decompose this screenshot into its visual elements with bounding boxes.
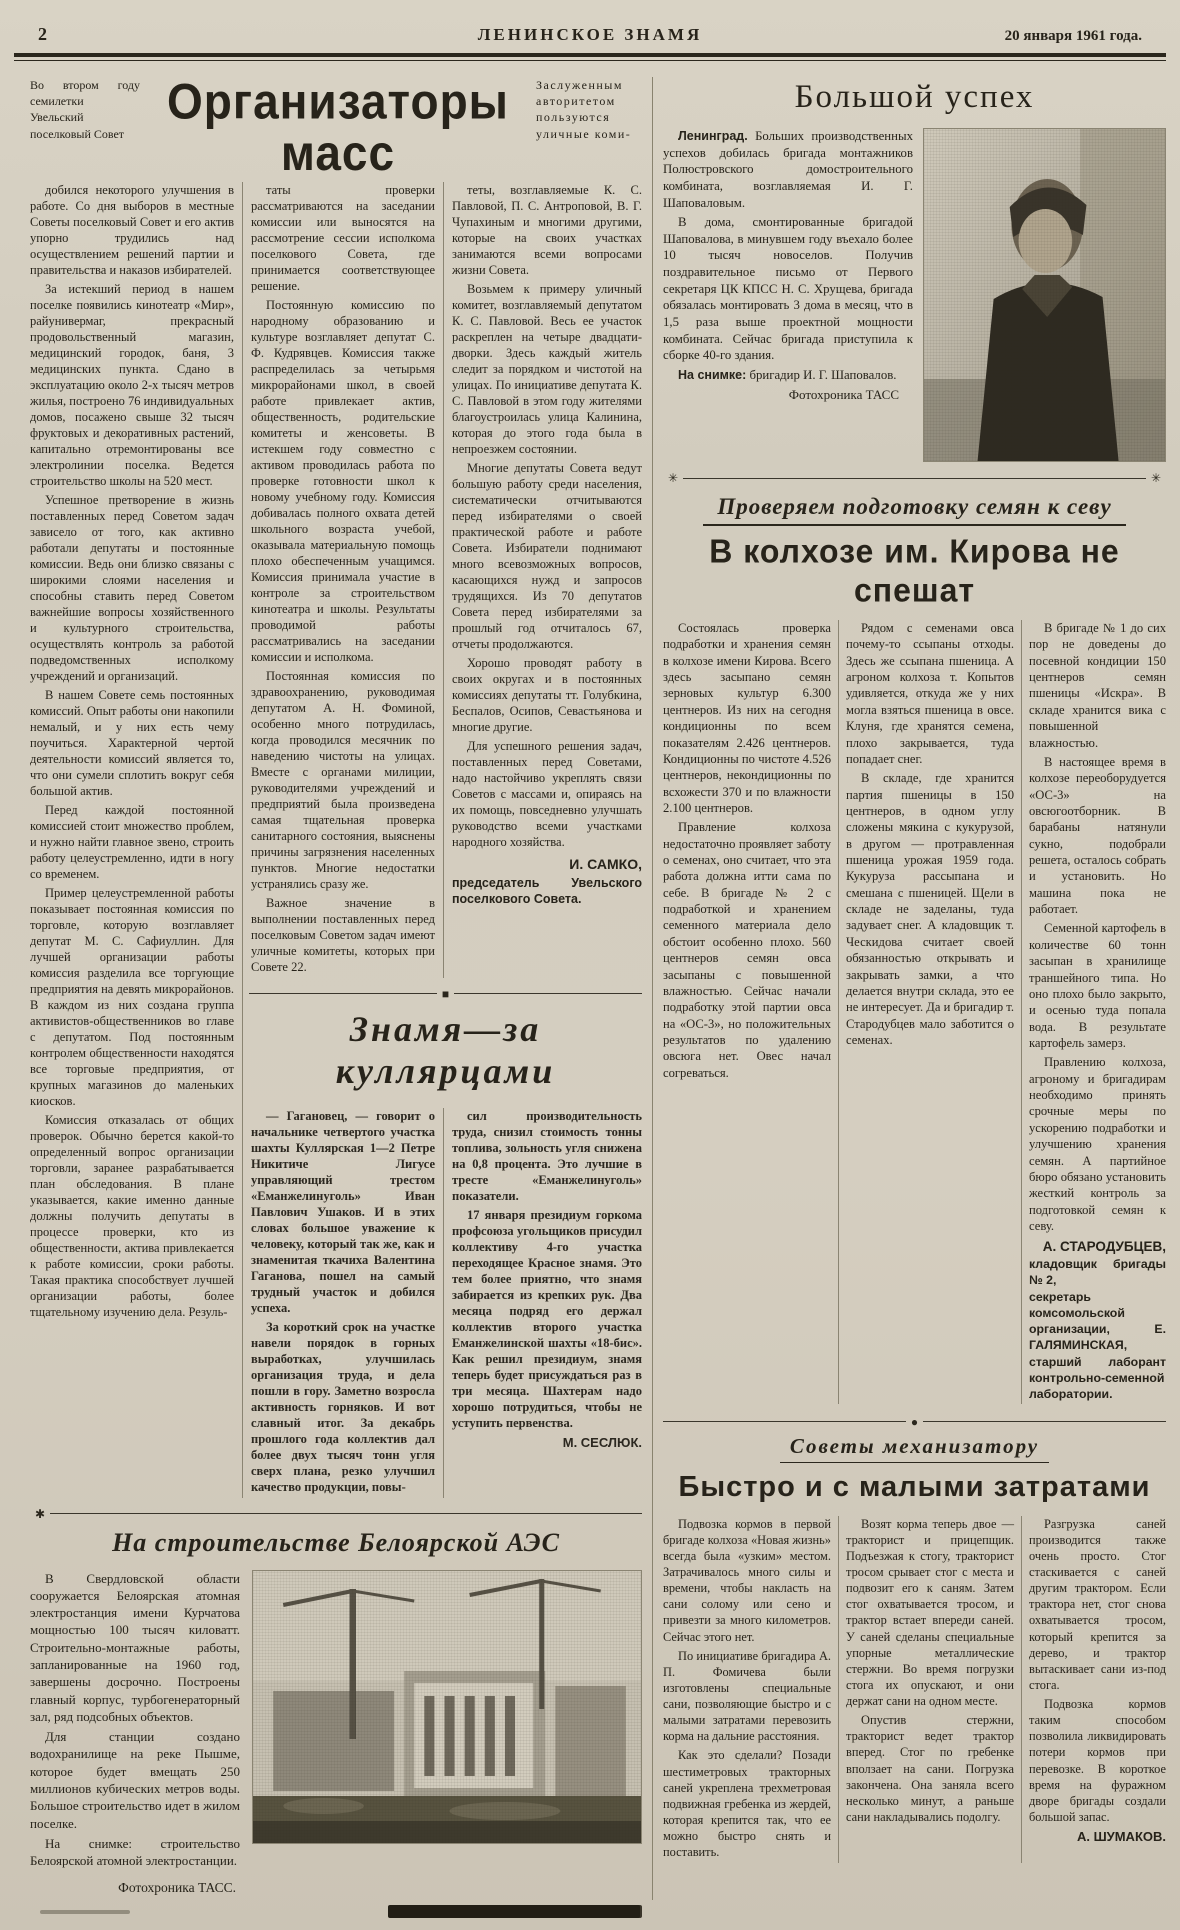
print-artifact-bar: [388, 1905, 640, 1918]
paragraph: И. САМКО,: [569, 855, 642, 872]
paragraph: Рядом с семенами овса почему-то ссыпаны отходы. Здесь же ссыпана пшеница. А агроном колхоза т. Копытов удивляется, откуда же у них могла взяться пшеница в овсе. Клуня, где хранятся семена, плохо закрывается, туда попадает снег.: [846, 621, 1014, 766]
uspekh-lead-paragraph: [663, 128, 913, 211]
paragraph: Перед каждой постоянной комиссией стоит множество проблем, и нужно найти главное звено, строить работу целеустремленно, идти в ногу со временем.: [30, 802, 234, 881]
dot-icon: ●: [910, 1414, 919, 1429]
rosette-icon: ✳: [1150, 471, 1161, 485]
uspekh-caption: [663, 367, 913, 384]
kirova-headline: В колхозе им. Кирова не спешат: [709, 532, 1120, 609]
issue-date: 20 января 1961 года.: [1004, 28, 1142, 44]
photo-aes-construction: [252, 1570, 642, 1844]
uspekh-text-column: [663, 128, 913, 462]
paragraph: секретарь комсомольской организации, Е. ГАЛЯМИНСКАЯ,: [1029, 1289, 1166, 1352]
paragraph: Пример целеустремленной работы показывает постоянная комиссия по торговле, которую возглавляет депутат М. С. Сафиуллин. Для лучшей организации работы комиссия разделила все торгующие предприятия на девять микрорайонов. В каждом из них создана группа активистов-общественников во главе с депутатом. Под постоянным контролем общественности находятся все торговые предприятия, от крупных магазинов до маленьких киосков.: [30, 885, 235, 1108]
paragraph: В бригаде № 1 до сих пор не доведены до посевной кондиции 150 центнеров семян пшеницы «Искра». В складе хранится вика с повышенной влажностью.: [1029, 621, 1166, 750]
aes-body: [30, 1570, 642, 1901]
article-kirova: [663, 494, 1166, 1404]
article-znamya: [243, 978, 642, 1498]
right-zone: [663, 77, 1166, 1900]
article-bolshoi-uspekh: [663, 79, 1166, 462]
paragraph: За короткий срок на участке навели порядок в горных выработках, улучшилась организация труда, и дела пошли в гору. Заметно возросла активность горняков. И вот славный итог. За декабрь прошлого года коллектив дал более двух тысяч тонн угля сверх плана, резко улучшил качество продукции, повы-: [251, 1319, 435, 1494]
organizers-signature: [452, 856, 642, 907]
paragraph: Возьмем к примеру уличный комитет, возглавляемый депутатом К. С. Павловой. Весь ее участок раскреплен на четыре двадцати-дворки. Здесь каждый житель следит за порядком и чистотой на улицах. По инициативе депутата К. С. Павловой в этом году жителями благоустроилась улица Калинина, которая до этого года была в непроезжем состоянии.: [452, 281, 642, 456]
kirova-kicker: Проверяем подготовку семян к севу: [703, 494, 1125, 526]
uspekh-lead-rest: Больших производственных успехов добилась бригада монтажников Полюстровского домостроительного комбината, возглавляемая И. Г. Шаповаловым.: [663, 129, 913, 210]
paragraph: председатель Увельского поселкового Совета.: [452, 875, 642, 906]
masthead-title: ЛЕНИНСКОЕ ЗНАМЯ: [477, 25, 703, 44]
kirova-columns: [663, 620, 1166, 1404]
paragraph: Как это сделали? Позади шестиметровых тракторных саней укреплена трехметровая подвижная гребенка из жердей, которая крепится так, что ее можно быстро снять и поставить.: [663, 1748, 831, 1860]
znamya-headline: Знамя—за куллярцами: [335, 1008, 556, 1091]
paragraph: Семенной картофель в количестве 60 тонн засыпан в хранилище траншейного типа. Но оно плохо было закрыто, и осенью туда попала вода. В результате картофель замерз.: [1029, 921, 1166, 1050]
paragraph: В Свердловской области сооружается Белоярская атомная электростанция имени Курчатова мощностью 100 тысяч киловатт. Строительно-монтажные работы, запланированные на 1960 год, завершены досрочно. Построены главный корпус, турбогенераторный зал, ряд подсобных объектов.: [30, 1570, 240, 1724]
paragraph: В складе, где хранится партия пшеницы в 150 центнеров, в одном углу сложены мякина с кукурузой, в другом — протравленная пшеница урожая 1959 года. Кукуруза рассыпана и смешана с пшеницей. Щели в складе не заделаны, туда задувает снег. А кладовщик т. Ческидова считает своей обязанностью открывать и закрывать замки, а что делается внутри склада, это ее не интересует. Да и бригадир т. Стародубцев мало заботится о семенах.: [846, 771, 1014, 1047]
kirova-column-2: [839, 620, 1022, 1404]
kirova-kicker-wrap: [663, 494, 1166, 526]
organizers-body: [30, 182, 642, 1498]
aes-divider: [30, 1508, 642, 1520]
organizers-columns-2-3: [243, 182, 642, 978]
paragraph: На снимке: строительство Белоярской атомной электростанции.: [30, 1835, 240, 1869]
sani-column-3: [1022, 1516, 1166, 1864]
paragraph: Разгрузка саней производится также очень просто. Стог стаскивается с саней другим трактором. Если трактора нет, стог снова охватывается тросом, который крепится за дерево, и трактор вытаскивает сани из-под стога.: [1029, 1516, 1166, 1692]
paragraph: Состоялась проверка подработки и хранения семян в колхозе имени Кирова. Всего здесь засыпано семян зерновых культур 6.300 центнеров. Из них на сегодня кондиционны по всем показателям 2.426 центнеров. Кондиционны по чистоте 4.526 центнеров, некондиционны по всхожести 370 и по влажности 2.100 центнеров.: [663, 621, 831, 815]
sani-column-3-text: [1029, 1516, 1166, 1825]
znamya-signature: М. СЕСЛЮК.: [562, 1434, 642, 1450]
organizers-col23-zone: [243, 182, 642, 1498]
paragraph: Возят корма теперь двое — тракторист и прицепщик. Подъезжая к стогу, тракторист тросом срывает стог с места и подвозит его к саням. Затем стог охватывается тросом, и трактор встает впереди саней. У саней сделаны специальные упорные металлические стержни. Во время погрузки стога их опускают, и они держат сани на одном месте.: [846, 1516, 1014, 1709]
paragraph: Правление колхоза недостаточно проявляет заботу о семенах, оно считает, что эта работа должна итти сама по себе. В бригаде № 2 с подработкой и хранением семенного материала дело обстоит особенно плохо. 560 центнеров семян овса засыпаны с повышенной влажностью. Сейчас начали подработку этой партии овса на «ОС-3», но положительных результатов по удалению овсюга нет. Овес начал согреваться.: [663, 820, 831, 1080]
paragraph: Правлению колхоза, агроному и бригадирам необходимо принять срочные меры по ускорению подработки и улучшению хранения семян. А партийное бюро обязано установить жесткий контроль за подготовкой семян к севу.: [1029, 1055, 1166, 1233]
star-icon: ✱: [35, 1506, 46, 1521]
paragraph: По инициативе бригадира А. П. Фомичева были изготовлены специальные сани, позволяющие быстро и с малыми затратами перевозить корма на дальние расстояния.: [663, 1648, 831, 1744]
organizers-column-3: [444, 182, 642, 978]
aes-photo-graphic: [253, 1571, 641, 1843]
uspekh-caption-rest: бригадир И. Г. Шаповалов.: [746, 367, 897, 382]
page-content: [0, 61, 1180, 1900]
uspekh-photo-credit: Фотохроника ТАСС: [788, 387, 899, 403]
paragraph: Для станции создано водохранилище на реке Пышме, которое будет вмещать 250 миллионов кубических метров воды. Большое строительство идет в жилом поселке.: [30, 1729, 240, 1831]
paragraph: таты проверки рассматриваются на заседании комиссии или выносятся на рассмотрение сессии исполкома поселкового Совета, где принимается соответствующее решение.: [251, 182, 435, 293]
rosette-rule: [663, 472, 1166, 484]
paragraph: Успешное претворение в жизнь поставленных перед Советом задач зависело от того, как активно работали депутаты и постоянные комиссии. Ведь они близко связаны с широкими слоями населения и способны ставить перед Советом важнейшие вопросы хозяйственного и культурного строительства, осуществлять контроль за работой подведомственных исполкому учреждений и организаций.: [30, 492, 234, 683]
sani-column-1: [663, 1516, 839, 1864]
uspekh-body: [663, 128, 1166, 462]
paragraph: В настоящее время в колхозе переоборудуется «ОС-3» на овсюгоотборник. В барабаны натянули сукно, подобрали решета, осталось собрать и установить. Но машина пока не работает.: [1029, 754, 1166, 917]
znamya-column-2: [444, 1108, 642, 1498]
print-artifact-smudge: [40, 1910, 130, 1914]
organizers-column-2: [243, 182, 444, 978]
sani-kicker: Советы механизатору: [780, 1434, 1049, 1463]
paragraph: Хорошо проводят работу в своих округах и в постоянных комиссиях депутаты тт. Голубкина, Беспалов, Осипов, Севастьянова и многие другие.: [452, 655, 642, 734]
paragraph: кладовщик бригады № 2,: [1029, 1256, 1166, 1287]
article-organizatory-mass: [30, 72, 642, 1498]
paragraph: Комиссия отказалась от общих проверок. Обычно берется какой-то определенный вопрос организации торговли, заранее разрабатывается план обследования. В плане указывается, какие именно данные должны получить депутаты в процессе проверки, кто из общественности, актива привлекается к работе комиссии, сроки работы. Такая практика способствует лучшей организации работы, более тщательному изучению дела. Резуль-: [30, 1112, 234, 1319]
aes-headline: На строительстве Белоярской АЭС: [112, 1527, 560, 1557]
organizers-headline: Организаторы масс: [167, 72, 509, 182]
paragraph: Подвозка кормов таким способом позволила ликвидировать потери кормов при перевозке. В короткое время на фуражном дворе бригады создали большой запас.: [1029, 1697, 1166, 1824]
kirova-column-3-text: [1029, 620, 1166, 1234]
znamya-column-2-text: [452, 1108, 642, 1431]
paragraph: 17 января президиум горкома профсоюза угольщиков присудил коллективу 4-го участка переходящее Красное знамя. Это тем более приятно, что знамя забирается из крепких рук. Два месяца подряд его держал коллектив второго участка Еманжелинской шахты «18-бис». Как решил президиум, знамя теперь будет присуждаться раз в три месяца. Шахтерам надо хорошо потрудиться, чтобы не уступить первенства.: [452, 1207, 642, 1430]
page-header: [0, 14, 1180, 53]
paragraph: Для успешного решения задач, поставленных перед Советами, надо настойчиво укреплять связи Советов с массами и, опираясь на их помощь, повседневно улучшать руководство всеми участками народного хозяйства.: [452, 738, 642, 849]
paragraph: Важное значение в выполнении поставленных перед поселковым Советом задач имеют уличные комитеты, которых при Совете 22.: [251, 895, 435, 974]
uspekh-dateline: Ленинград.: [678, 129, 748, 143]
paragraph: Постоянную комиссию по народному образованию и культуре возглавляет депутат С. Ф. Кудрявцев. Комиссия также распределилась за четырьмя микрорайонами школ, в своей работе привлекает актив, общественность, родительские комитеты и женсоветы. В истекшем году совместно с активом проводилась работа по проверке готовности школ к новому учебному году. Комиссия добивалась полного охвата детей школьного возраста учебой, оказывала материальную помощь плохо обеспеченным учащимся. Комиссия принимала участие в контроле за строительством кинотеатра и школы. Результаты проводимой работы рассматривались на заседании комиссии и исполкома.: [251, 297, 435, 664]
organizers-intro-right: Заслуженным авторитетом пользуются уличные коми-: [536, 78, 632, 141]
paragraph: Многие депутаты Совета ведут большую работу среди населения, систематически отчитываются перед избирателями о своей практической работе и работе Совета. Избиратели поднимают много всевозможных вопросов, касающихся нужд и запросов трудящихся. Из 70 депутатов Совета перед избирателями за прошлый год отчиталось 67, отчеты продолжаются.: [452, 460, 642, 651]
paragraph: — Гагановец, — говорит о начальнике четвертого участка шахты Куллярская 1—2 Петре Никитиче Лигусе управляющий трестом «Еманжелинуголь» Иван Павлович Ушаков. И в этих словах большое уважение к человеку, который так же, как и знаменитая ткачиха Валентина Гаганова, пошел на самый трудный участок и добился успеха.: [251, 1108, 435, 1315]
znamya-columns: [249, 1108, 642, 1498]
zone-vertical-rule: [652, 77, 653, 1900]
paragraph: А. СТАРОДУБЦЕВ,: [1042, 1239, 1166, 1255]
uspekh-paragraphs: [663, 214, 913, 364]
paragraph: добился некоторого улучшения в работе. Со дня выборов в местные Советы поселковый Совет и его актив упорно трудились над осуществлением решений партии и правительства и наказов избирателей.: [30, 182, 234, 277]
photo-brigadier-shapovalov: [923, 128, 1166, 462]
paragraph: Опустив стержни, тракторист ведет трактор вперед. Стог по гребенке вползает на сани. Погрузка закончена. Она заняла всего несколько минут, а раньше сани накладывались подолгу.: [846, 1713, 1014, 1824]
article-aes: [30, 1508, 642, 1901]
article-sani: [663, 1416, 1166, 1864]
kirova-column-3: [1022, 620, 1166, 1404]
kirova-signature: [1029, 1238, 1166, 1402]
paragraph: В нашем Совете семь постоянных комиссий. Опыт работы они накопили немалый, и у них есть чему поучиться. Характерной чертой деятельности комиссий является то, что они сумели сплотить вокруг себя большой актив.: [30, 687, 234, 798]
left-zone: [30, 72, 642, 1900]
sani-kicker-wrap: [663, 1434, 1166, 1463]
sani-signature: А. ШУМАКОВ.: [1076, 1829, 1166, 1845]
uspekh-headline: Большой успех: [794, 79, 1035, 115]
aes-text-column: [30, 1570, 240, 1901]
paragraph: За истекший период в нашем поселке появились кинотеатр «Мир», райунивермаг, прекрасный продовольственный магазин, медицинский городок, баня, 3 медицинских пункта. Сдано в эксплуатацию около 2-х тысяч метров жилья, построено 76 индивидуальных домов, посажено свыше 32 тысяч фруктовых и декоративных растений, капитально отремонтированы все электролинии поселка. Ведется строительство школы на 520 мест.: [30, 281, 234, 488]
page-number: 2: [38, 24, 47, 44]
znamya-column-1: [249, 1108, 444, 1498]
sani-headline: Быстро и с малыми затратами: [678, 1470, 1151, 1503]
organizers-column-1: [30, 182, 243, 1498]
znamya-divider: [249, 988, 642, 1000]
square-icon: ■: [441, 986, 450, 1001]
aes-paragraphs: [30, 1570, 240, 1870]
paragraph: Подвозка кормов в первой бригаде колхоза «Новая жизнь» всегда была «узким» местом. Затрачивалось много силы и времени, чтобы накласть на сани солому или сено и привезти за много километров. Сейчас этого нет.: [663, 1516, 831, 1644]
uspekh-caption-lead: На снимке:: [678, 367, 747, 382]
header-double-rule: [14, 53, 1166, 61]
kirova-column-1: [663, 620, 839, 1404]
uspekh-photo-graphic: [924, 129, 1165, 461]
organizers-intro-left: Во втором году семилетки Увельский поселковый Совет: [30, 78, 140, 141]
sani-divider: [663, 1416, 1166, 1428]
sani-columns: [663, 1516, 1166, 1864]
aes-photo-credit: Фотохроника ТАСС.: [118, 1880, 236, 1896]
paragraph: старший лаборант контрольно-семенной лаборатории.: [1029, 1354, 1166, 1401]
organizers-header: [30, 72, 642, 182]
organizers-column-3-text: [452, 182, 642, 850]
rosette-icon: ✳: [668, 471, 679, 485]
sani-column-2: [839, 1516, 1022, 1864]
paragraph: сил производительность труда, снизил стоимость тонны топлива, зольность угля снижена на 0,8 процента. Это лучшие в тресте «Еманжелинуголь» показатели.: [452, 1108, 642, 1203]
paragraph: теты, возглавляемые К. С. Павловой, П. С. Антроповой, В. Г. Чупахиным и многими другими, которые на своих участках занимаются всеми вопросами жизни Совета.: [452, 182, 642, 277]
paragraph: В дома, смонтированные бригадой Шаповалова, в минувшем году въехало более 10 тысяч новоселов. Получив поздравительное письмо от Первого секретаря ЦК КПСС Н. С. Хрущева, бригада обязалась монтировать 3 дома в месяц, что в 1,5 раза выше проектной мощности комбината. Сейчас бригада приступила к сборке 40-го здания.: [663, 215, 913, 363]
paragraph: Постоянная комиссия по здравоохранению, руководимая депутатом А. Н. Фоминой, особенно много потрудилась, когда проводился месячник по наведению чистоты на улицах. Вместе с органами милиции, руководителями учреждений и предприятий была произведена самая тщательная проверка санитарного состояния, выяснены причины загрязнения населенных пунктов. Многие недостатки устранялись сразу же.: [251, 668, 435, 891]
